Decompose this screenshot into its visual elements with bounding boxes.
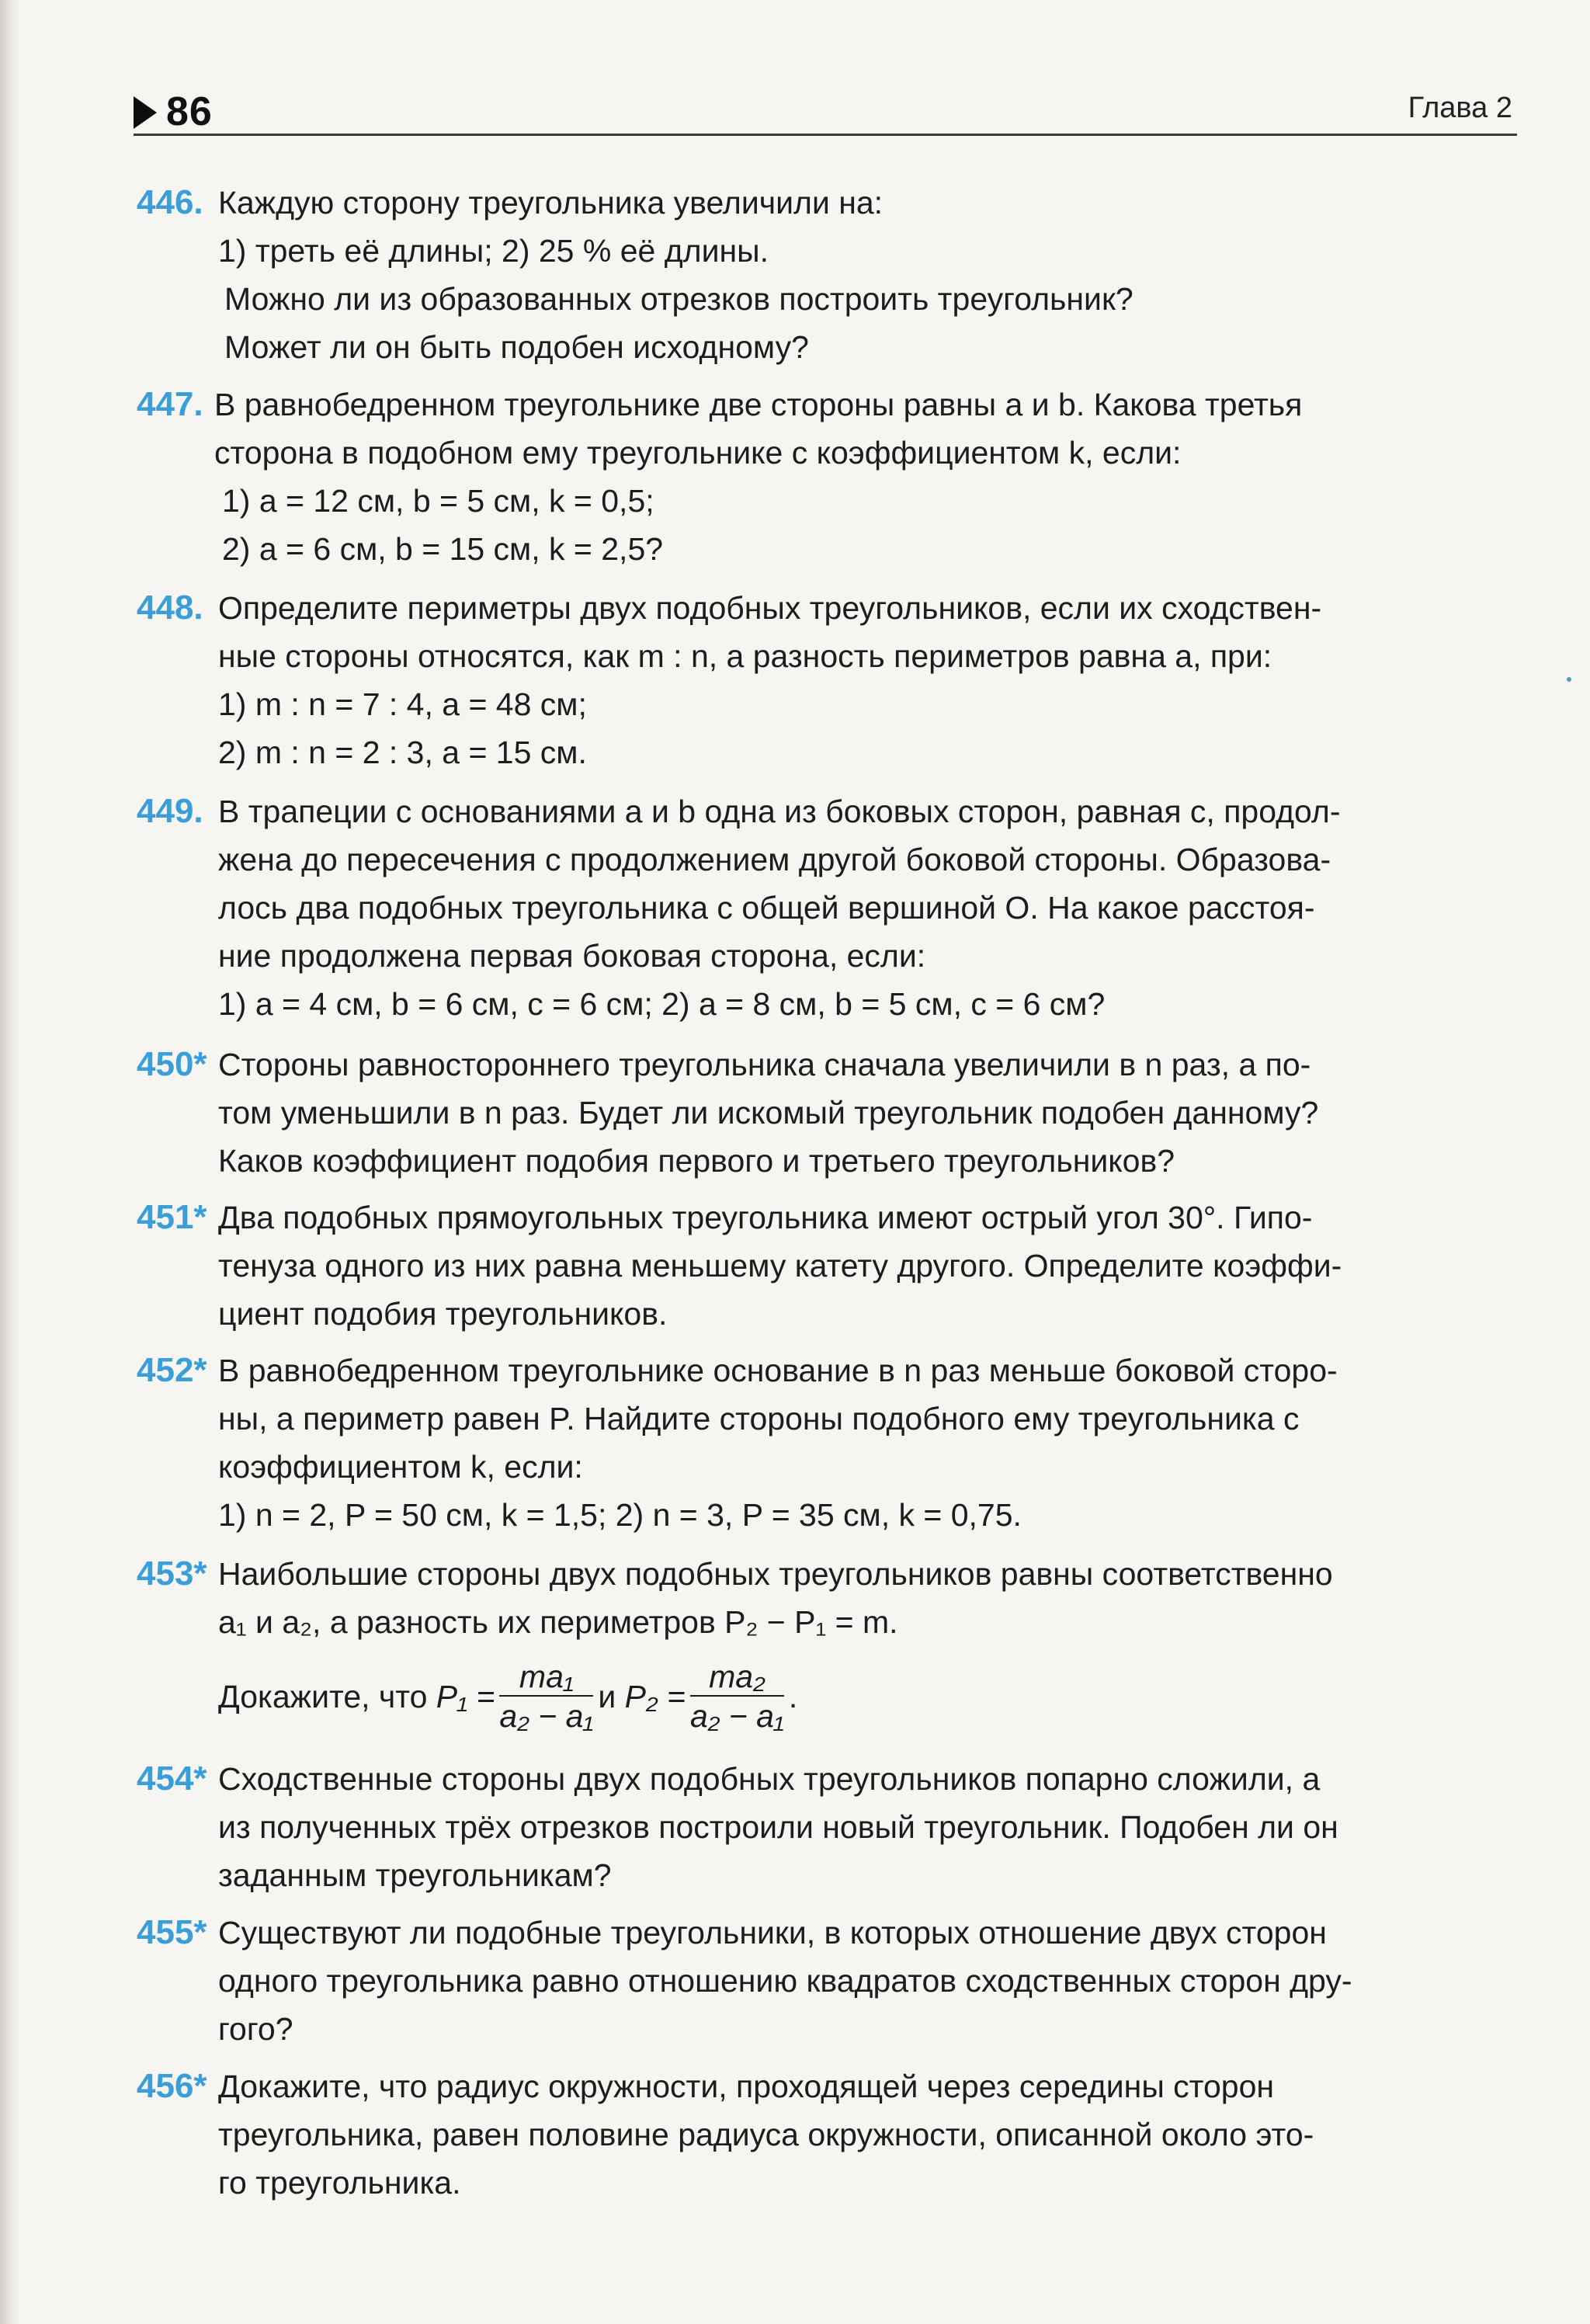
- problem-text-line: из полученных трёх отрезков построили новый треугольник. Подобен ли он: [218, 1809, 1338, 1845]
- problem-text-line: ны, а периметр равен P. Найдите стороны подобного ему треугольника с: [218, 1401, 1300, 1436]
- problem-number: 450*: [137, 1045, 207, 1083]
- problem-text-line: Может ли он быть подобен исходному?: [224, 329, 809, 365]
- star-marker: *: [193, 2067, 207, 2105]
- problem-text-line: 1) a = 4 см, b = 6 см, c = 6 см; 2) a = 8 см, b = 5 см, c = 6 см?: [218, 986, 1106, 1022]
- star-marker: *: [193, 1913, 207, 1951]
- formula-prefix: Докажите, что: [218, 1679, 428, 1714]
- problem-text-line: ние продолжена первая боковая сторона, если:: [218, 938, 926, 974]
- problem-text-line: тенуза одного из них равна меньшему катету другого. Определите коэффи-: [218, 1248, 1342, 1284]
- star-marker: *: [193, 1351, 207, 1389]
- problem-456: [137, 2062, 1520, 2207]
- problem-number: 446.: [137, 183, 203, 221]
- problem-number: 453*: [137, 1555, 207, 1593]
- problem-text-line: 1) треть её длины; 2) 25 % её длины.: [218, 233, 769, 269]
- problem-text-line: лось два подобных треугольника с общей вершиной O. На какое расстоя-: [218, 890, 1315, 926]
- problem-450: [137, 1040, 1520, 1185]
- problem-446: [137, 179, 1520, 371]
- star-marker: *: [193, 1555, 207, 1593]
- problem-453: [137, 1550, 1520, 1747]
- problem-text-line: В равнобедренном треугольнике основание в n раз меньше боковой сторо-: [218, 1353, 1338, 1388]
- page-spine-shadow: [0, 0, 20, 2324]
- problem-number: 452*: [137, 1351, 207, 1389]
- problem-text-line: Сходственные стороны двух подобных треугольников попарно сложили, а: [218, 1761, 1321, 1797]
- problem-number: 451*: [137, 1198, 207, 1236]
- problem-text-line: Определите периметры двух подобных треугольников, если их сходствен-: [218, 590, 1322, 626]
- problem-text-line: Два подобных прямоугольных треугольника имеют острый угол 30°. Гипо-: [218, 1200, 1313, 1235]
- fraction-denominator: a₂ − a₁: [689, 1698, 784, 1734]
- star-marker: *: [193, 1045, 207, 1083]
- fraction-numerator: ma₂: [690, 1658, 784, 1697]
- problem-text-line: одного треугольника равно отношению квадратов сходственных сторон дру-: [218, 1963, 1352, 1999]
- problem-text-line: В равнобедренном треугольнике две стороны равны a и b. Какова третья: [214, 387, 1303, 422]
- problem-text-line: Существуют ли подобные треугольники, в которых отношение двух сторон: [218, 1915, 1327, 1951]
- problem-text-line: В трапеции с основаниями a и b одна из боковых сторон, равная c, продол-: [218, 794, 1341, 829]
- chapter-title: Глава 2: [1408, 92, 1512, 124]
- star-marker: *: [193, 1198, 207, 1236]
- formula-conjunction: и: [598, 1679, 616, 1714]
- fraction-p1: [499, 1658, 593, 1735]
- problem-number: 455*: [137, 1913, 207, 1951]
- star-marker: *: [193, 1760, 207, 1798]
- formula-lhs: P₁ =: [436, 1679, 495, 1714]
- fraction-denominator: a₂ − a₁: [499, 1698, 594, 1734]
- problem-text-line: коэффициентом k, если:: [218, 1449, 583, 1485]
- page-header: [134, 85, 1517, 136]
- problem-text-line: Наибольшие стороны двух подобных треугольников равны соответственно: [218, 1556, 1333, 1592]
- problem-text-line: гого?: [218, 2011, 293, 2047]
- problem-text-line: ные стороны относятся, как m : n, а разность периметров равна a, при:: [218, 638, 1272, 674]
- triangle-marker-icon: [134, 96, 157, 129]
- problem-448: [137, 584, 1520, 776]
- problem-text-line: Докажите, что радиус окружности, проходящей через середины сторон: [218, 2069, 1275, 2104]
- fraction-numerator: ma₁: [499, 1658, 593, 1697]
- problem-text-line: a₁ и a₂, а разность их периметров P₂ − P₁ = m.: [218, 1604, 898, 1640]
- page-number: 86: [166, 89, 213, 134]
- problem-449: [137, 787, 1520, 1028]
- problem-text-line: том уменьшили в n раз. Будет ли искомый треугольник подобен данному?: [218, 1095, 1319, 1131]
- problem-text-line: 1) n = 2, P = 50 см, k = 1,5; 2) n = 3, P = 35 см, k = 0,75.: [218, 1497, 1022, 1533]
- problem-text-line: Стороны равностороннего треугольника сначала увеличили в n раз, а по-: [218, 1047, 1311, 1082]
- problem-text-line: 2) a = 6 см, b = 15 см, k = 2,5?: [222, 531, 664, 567]
- problem-451: [137, 1193, 1520, 1338]
- problem-text-line: 1) m : n = 7 : 4, a = 48 см;: [218, 686, 587, 722]
- fraction-p2: [690, 1658, 784, 1735]
- problem-455: [137, 1909, 1520, 2053]
- problem-number: 454*: [137, 1760, 207, 1798]
- formula-lhs: P₂ =: [624, 1679, 686, 1714]
- formula-end: .: [788, 1679, 798, 1714]
- problem-text-line: сторона в подобном ему треугольнике с коэффициентом k, если:: [214, 435, 1182, 471]
- problem-text-line: циент подобия треугольников.: [218, 1296, 668, 1332]
- formula-line: [218, 1646, 1520, 1747]
- problem-text-line: Можно ли из образованных отрезков построить треугольник?: [224, 281, 1133, 317]
- problem-text-line: 1) a = 12 см, b = 5 см, k = 0,5;: [222, 483, 654, 519]
- problem-text-line: 2) m : n = 2 : 3, a = 15 см.: [218, 735, 587, 770]
- problem-454: [137, 1755, 1520, 1899]
- problem-number: 447.: [137, 385, 203, 423]
- problem-text-line: Каждую сторону треугольника увеличили на:: [218, 185, 884, 221]
- print-speck: [1567, 677, 1571, 682]
- problem-text-line: треугольника, равен половине радиуса окружности, описанной около это-: [218, 2117, 1314, 2152]
- problem-number: 456*: [137, 2067, 207, 2105]
- problem-text-line: Каков коэффициент подобия первого и третьего треугольников?: [218, 1143, 1175, 1179]
- problem-number: 449.: [137, 792, 203, 830]
- problem-text-line: го треугольника.: [218, 2165, 461, 2201]
- problem-text-line: заданным треугольникам?: [218, 1857, 612, 1893]
- problem-number: 448.: [137, 589, 203, 627]
- problem-447: [137, 380, 1520, 573]
- problem-452: [137, 1346, 1520, 1539]
- problem-text-line: жена до пересечения с продолжением другой боковой стороны. Образова-: [218, 842, 1331, 877]
